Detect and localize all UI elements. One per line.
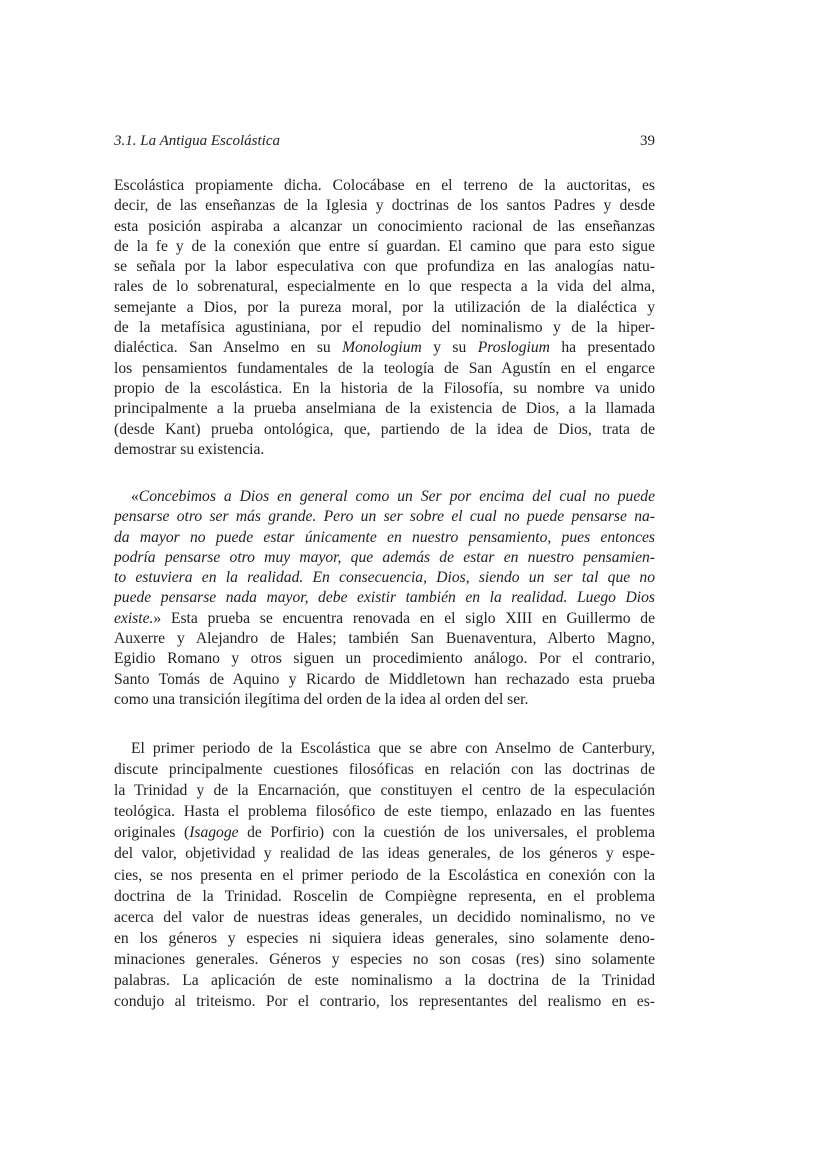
text-run: propio de la escolástica. En la historia de la Filosofía, su nombre va unido [114,379,655,397]
text-line [114,196,655,216]
text-line [114,801,655,822]
text-line [114,318,655,338]
text-run: Auxerre y Alejandro de Hales; también San Buenaventura, Alberto Magno, [114,630,655,648]
text-run: demostrar su existencia. [114,440,265,458]
text-run: minaciones generales. Géneros y especies no son cosas (res) sino solamente [114,950,655,968]
text-line [114,991,655,1012]
text-run: de la metafísica agustiniana, por el repudio del nominalismo y de la hiper- [114,319,655,337]
text-line [114,649,655,669]
text-run: de la fe y de la conexión que entre sí guardan. El camino que para esto sigue [114,237,655,255]
text-run: condujo al triteismo. Por el contrario, los representantes del realismo en es- [114,993,655,1011]
text-run: en los géneros y especies ni siquiera ideas generales, sino solamente deno- [114,929,655,947]
text-run: (desde Kant) prueba ontológica, que, partiendo de la idea de Dios, trata de [114,420,655,438]
paragraph-first-period [114,738,655,1012]
text-line [114,738,655,759]
text-run: » Esta prueba se encuentra renovada en el siglo XIII en Guillermo de [153,609,655,627]
text-run: cies, se nos presenta en el primer periodo de la Escolástica en conexión con la [114,866,655,884]
italic-text: Monologium [342,339,422,357]
running-title: 3.1. La Antigua Escolástica [114,133,280,149]
text-run: decir, de las enseñanzas de la Iglesia y doctrinas de los santos Padres y desde [114,197,655,215]
text-line [114,338,655,358]
text-line [114,949,655,970]
text-line [114,237,655,257]
text-run: doctrina de la Trinidad. Roscelin de Compiègne representa, en el problema [114,887,655,905]
paragraph-anselm [114,176,655,460]
text-line [114,217,655,237]
text-run: principalmente a la prueba anselmiana de la existencia de Dios, a la llamada [114,400,655,418]
text-run: « [131,488,139,505]
text-line [114,928,655,949]
text-run: ha presentado [549,339,656,357]
italic-text: pensarse otro ser más grande. Pero un ser sobre el cual no puede pensarse na- [114,508,655,526]
text-run: como una transición ilegítima del orden de la idea al orden del ser. [114,690,529,708]
text-run: del valor, objetividad y realidad de las ideas generales, de los géneros y espe- [114,845,655,863]
text-line [114,440,655,460]
italic-text: Concebimos a Dios en general como un Ser por encima del cual no puede [138,488,655,505]
text-line [114,759,655,780]
page-number: 39 [640,133,655,149]
italic-text: puede pensarse nada mayor, debe existir también en la realidad. Luego Dios [114,589,655,607]
text-line [114,420,655,440]
text-run: se señala por la labor especulativa con que profundiza en las analogías natu- [114,258,655,276]
text-line [114,487,655,507]
text-run: esta posición aspiraba a alcanzar un conocimiento racional de las enseñanzas [114,217,655,235]
italic-text: to estuviera en la realidad. En consecuencia, Dios, siendo un ser tal que no [114,569,655,587]
text-run: palabras. La aplicación de este nominalismo a la doctrina de la Trinidad [114,972,655,990]
italic-text: existe. [114,609,154,627]
text-run: y su [421,339,478,357]
text-run: discute principalmente cuestiones filosóficas en relación con las doctrinas de [114,761,655,779]
text-line [114,865,655,886]
text-line [114,690,655,710]
italic-text: Isagoge [189,824,239,842]
text-run: El primer periodo de la Escolástica que se abre con Anselmo de Canterbury, [131,740,655,757]
italic-text: Proslogium [477,339,550,357]
text-line [114,548,655,568]
text-run: Santo Tomás de Aquino y Ricardo de Middletown han rechazado esta prueba [114,670,655,688]
text-run: originales ( [114,824,190,842]
text-line [114,588,655,608]
text-line [114,257,655,277]
text-line [114,907,655,928]
text-run: rales de lo sobrenatural, especialmente en lo que respecta a la vida del alma, [114,278,655,296]
text-line [114,609,655,629]
text-line [114,970,655,991]
text-run: Egidio Romano y otros siguen un procedimiento análogo. Por el contrario, [114,650,655,668]
text-line [114,176,655,196]
text-line [114,843,655,864]
text-run: Escolástica propiamente dicha. Colocábase en el terreno de la auctoritas, es [114,177,655,194]
text-line [114,507,655,527]
text-line [114,886,655,907]
running-header [114,133,655,150]
text-run: los pensamientos fundamentales de la teología de San Agustín en el engarce [114,359,655,377]
text-line [114,399,655,419]
text-line [114,379,655,399]
text-line [114,528,655,548]
text-line [114,629,655,649]
text-line [114,277,655,297]
text-run: de Porfirio) con la cuestión de los universales, el problema [238,824,655,842]
text-run: semejante a Dios, por la pureza moral, por la utilización de la dialéctica y [114,298,655,316]
text-line [114,298,655,318]
text-run: teológica. Hasta el problema filosófico de este tiempo, enlazado en las fuentes [114,803,655,821]
text-line [114,568,655,588]
italic-text: podría pensarse otro muy mayor, que además de estar en nuestro pensamien- [114,548,655,566]
text-line [114,822,655,843]
text-run: la Trinidad y de la Encarnación, que constituyen el centro de la especulación [114,782,655,800]
text-run: dialéctica. San Anselmo en su [114,339,343,357]
italic-text: da mayor no puede estar únicamente en nuestro pensamiento, pues entonces [114,528,655,546]
text-line [114,359,655,379]
paragraph-ontological-quote [114,487,655,710]
text-line [114,670,655,690]
text-line [114,780,655,801]
text-run: acerca del valor de nuestras ideas generales, un decidido nominalismo, no ve [114,908,655,926]
